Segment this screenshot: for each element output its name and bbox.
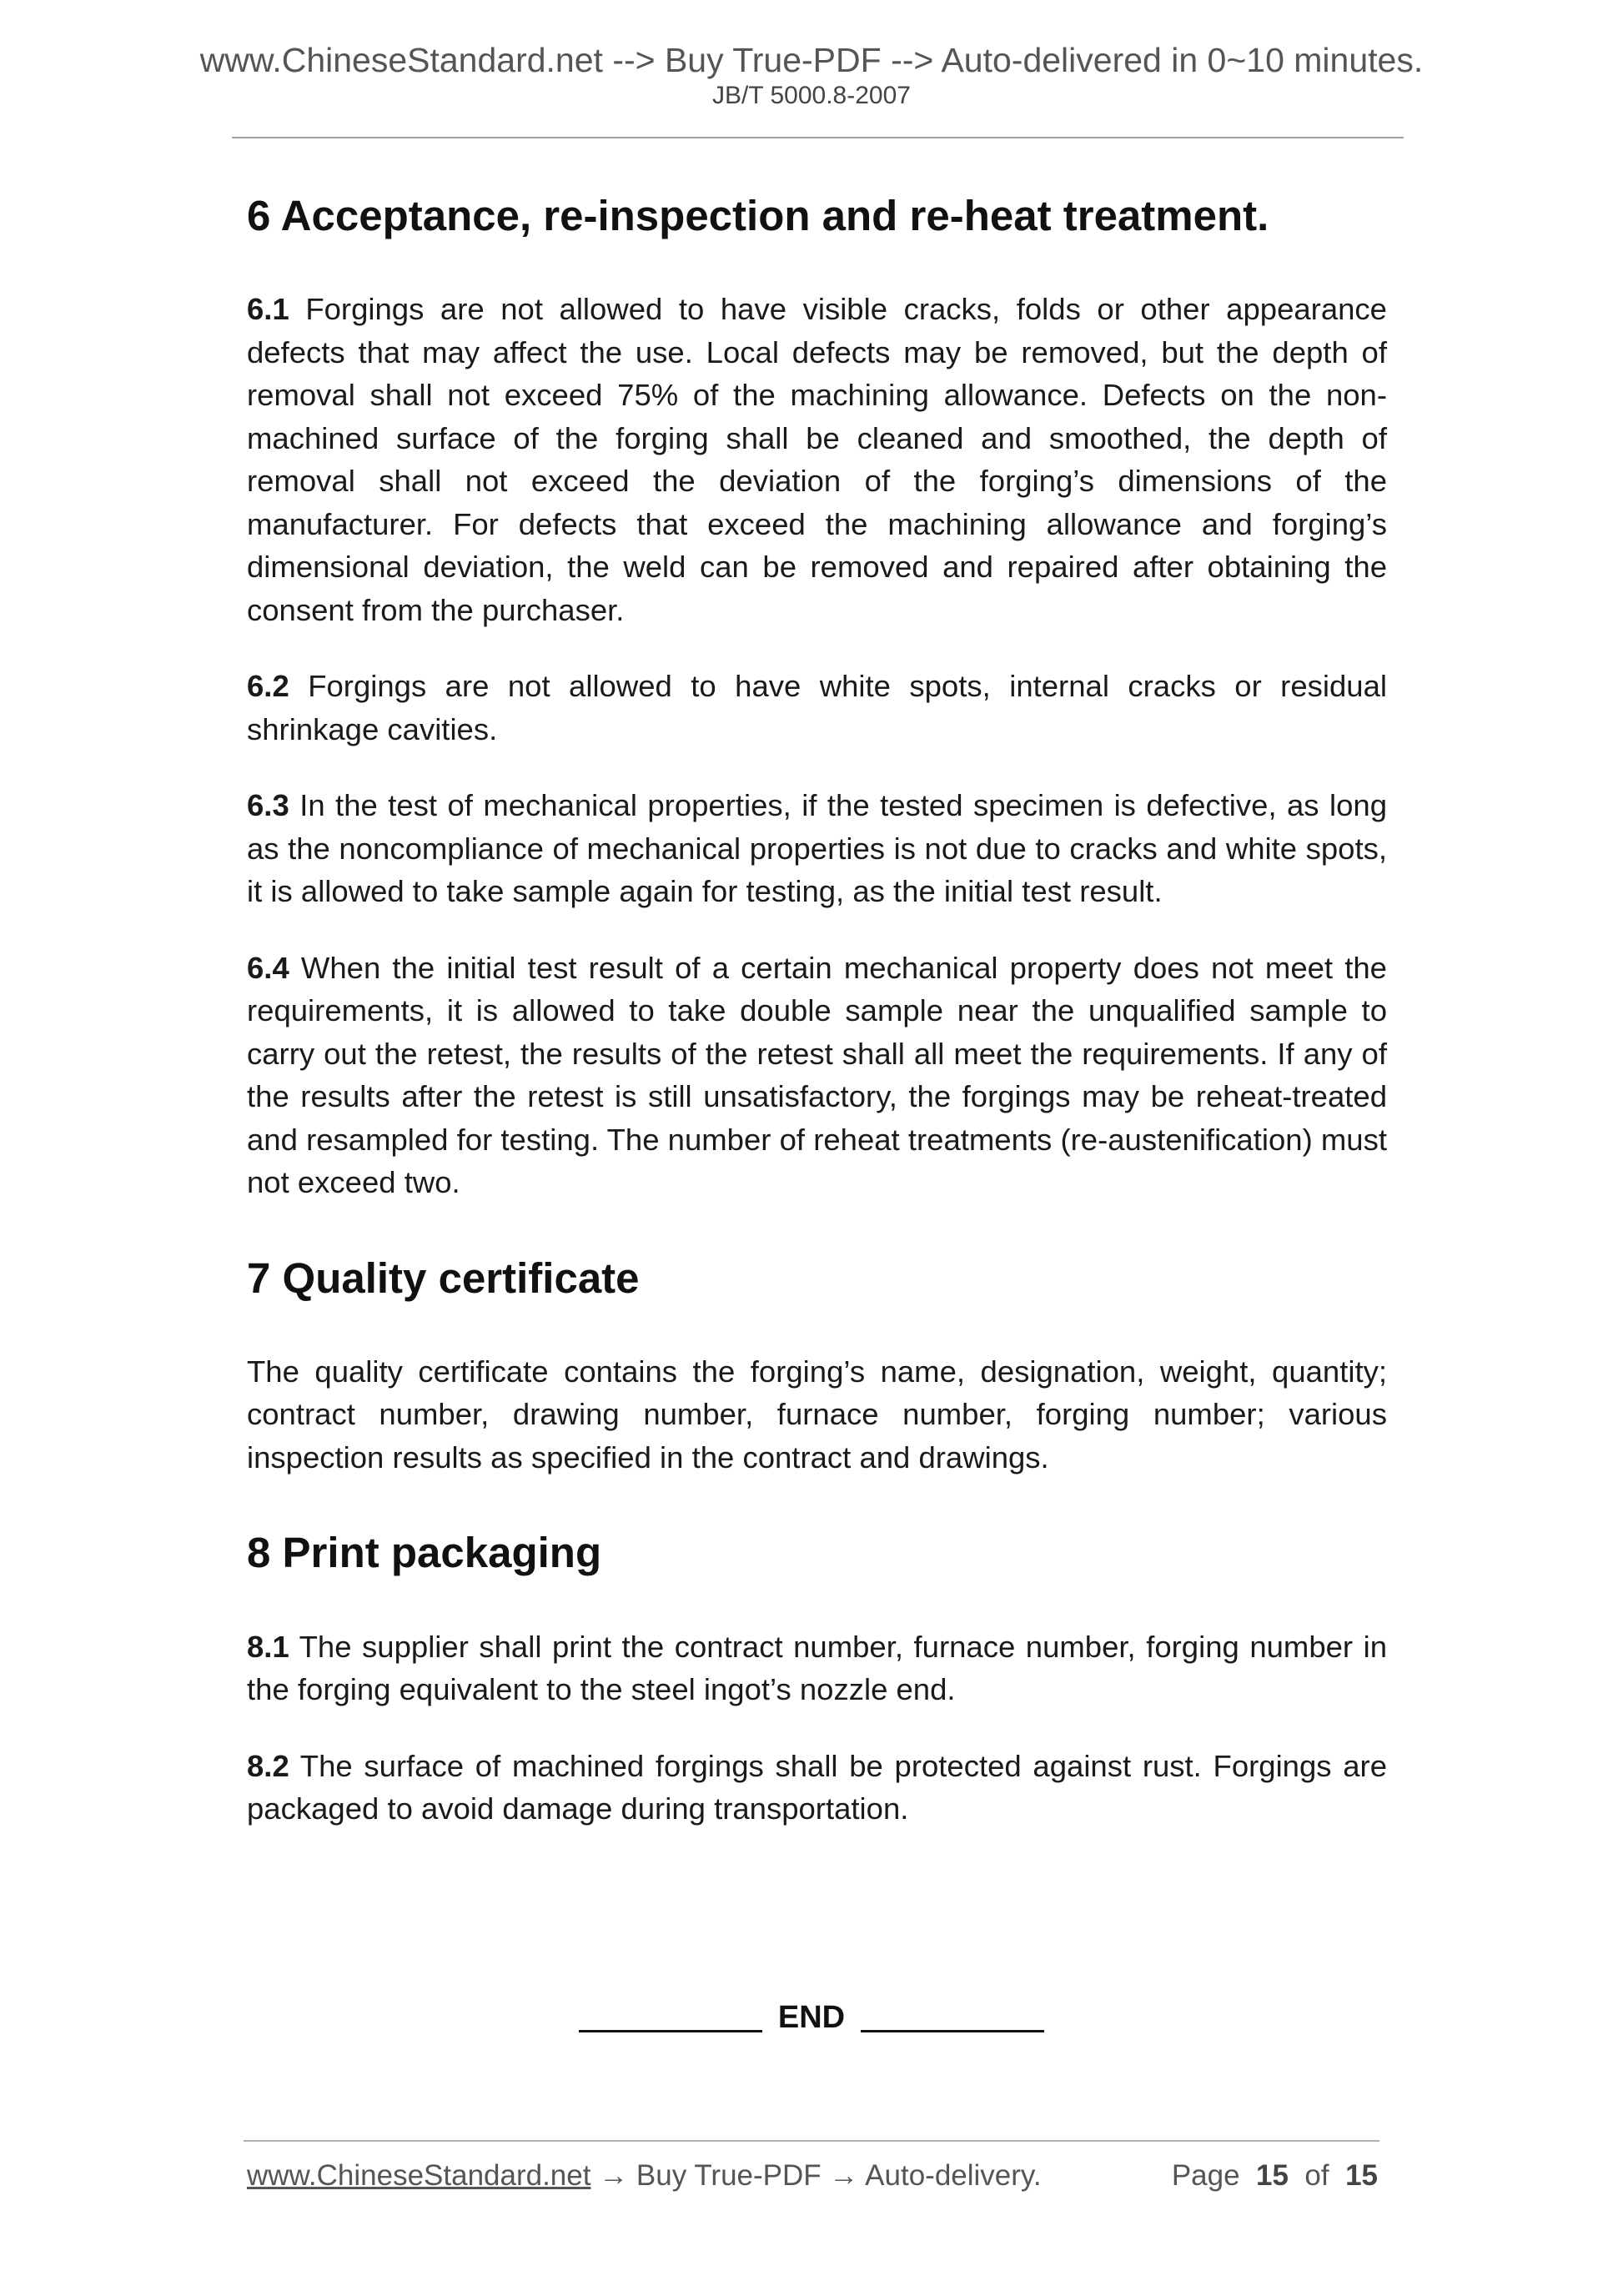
clause-text: In the test of mechanical properties, if the tested specimen is defective, as long as the noncompliance of mechanical properties is not due to cracks and white spots, it is allowed to take sample again for testing, as the initial test result. (247, 788, 1387, 909)
page-footer (247, 2158, 1378, 2193)
page-indicator (1172, 2158, 1378, 2193)
section-6-heading: 6 Acceptance, re-inspection and re-heat treatment. (247, 192, 1269, 239)
document-body (247, 190, 1387, 1864)
of-word: of (1304, 2159, 1329, 2192)
end-rule-right (861, 2030, 1044, 2032)
paragraph-6-4 (247, 947, 1387, 1204)
page-current: 15 (1256, 2159, 1289, 2192)
end-marker (0, 2000, 1623, 2036)
clause-text: The surface of machined forgings shall be protected against rust. Forgings are packaged to avoid damage during transportation. (247, 1748, 1387, 1826)
clause-number: 8.2 (247, 1748, 289, 1783)
header-divider (232, 137, 1404, 138)
paragraph-6-2 (247, 665, 1387, 751)
section-8-heading: 8 Print packaging (247, 1529, 602, 1577)
paragraph-8-2 (247, 1745, 1387, 1831)
clause-text: Forgings are not allowed to have white spots, internal cracks or residual shrinkage cavities. (247, 669, 1387, 746)
end-rule-left (579, 2030, 762, 2032)
paragraph-6-3 (247, 784, 1387, 913)
clause-text: When the initial test result of a certain mechanical property does not meet the requirements, it is allowed to take double sample near the unqualified sample to carry out the retest, the results of the retest shall all meet the requirements. If any of the results after the retest is still unsatisfactory, the forgings may be reheat-treated and resampled for testing. The number of reheat treatments (re-austenification) must not exceed two. (247, 950, 1387, 1200)
footer-divider (244, 2140, 1379, 2142)
clause-number: 6.4 (247, 950, 289, 985)
footer-site-link[interactable]: www.ChineseStandard.net (247, 2159, 591, 2192)
section-7-heading: 7 Quality certificate (247, 1254, 640, 1302)
clause-number: 6.3 (247, 788, 289, 823)
end-label: END (777, 2000, 846, 2035)
page-word: Page (1171, 2159, 1240, 2192)
clause-text: The quality certificate contains the forging’s name, designation, weight, quantity; contract number, drawing number, furnace number, forging number; various inspection results as specified in the contract and drawings. (247, 1354, 1387, 1475)
clause-text: The supplier shall print the contract number, furnace number, forging number in the forging equivalent to the steel ingot’s nozzle end. (247, 1629, 1388, 1707)
document-number: JB/T 5000.8-2007 (712, 82, 911, 109)
clause-text: Forgings are not allowed to have visible cracks, folds or other appearance defects that may affect the use. Local defects may be removed, but the depth of removal shall not exceed 75% of the machining allowance. Defects on the non-machined surface of the forging shall be cleaned and smoothed, the depth of removal shall not exceed the deviation of the forging’s dimensions of the manufacturer. For defects that exceed the machining allowance and forging’s dimensional deviation, the weld can be removed and repaired after obtaining the consent from the purchaser. (247, 292, 1387, 627)
clause-number: 6.2 (247, 669, 289, 704)
clause-number: 8.1 (247, 1629, 289, 1664)
clause-number: 6.1 (247, 292, 289, 327)
footer-trail: → Buy True-PDF → Auto-delivery. (599, 2159, 1042, 2192)
header-banner: www.ChineseStandard.net --> Buy True-PDF --> Auto-delivered in 0~10 minutes. (199, 41, 1424, 79)
page-total: 15 (1345, 2159, 1378, 2192)
paragraph-6-1 (247, 288, 1387, 631)
paragraph-7 (247, 1350, 1387, 1480)
paragraph-8-1 (247, 1625, 1387, 1711)
